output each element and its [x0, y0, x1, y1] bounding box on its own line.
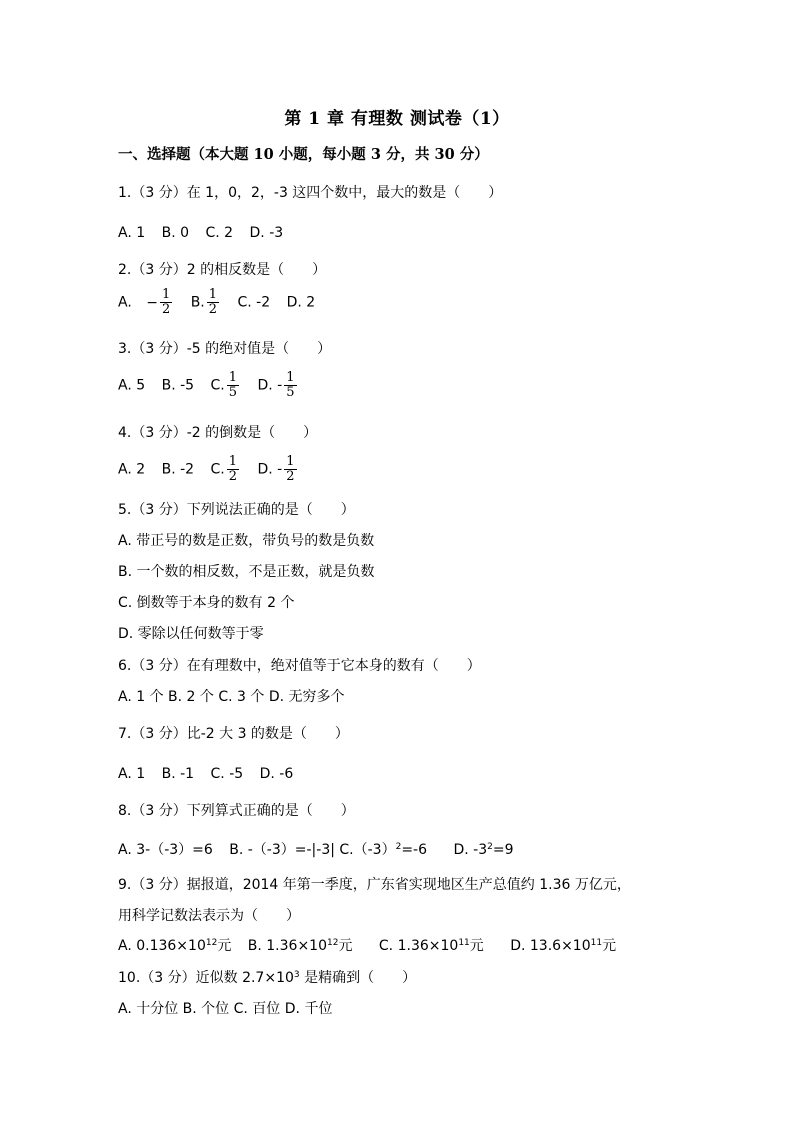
option-a: A. 带正号的数是正数，带负号的数是负数 [118, 533, 375, 549]
option-a: A. 1 [118, 225, 146, 241]
option-d: D. - [257, 377, 283, 394]
question-1-options [118, 225, 283, 241]
option-b: B. $1.36\times 10^{12}$元 [247, 938, 353, 954]
question-9-options [118, 935, 616, 955]
question-4: 4.（3 分）-2 的倒数是（ ） [118, 425, 318, 441]
fraction: $\frac{1}{2}$ [228, 454, 238, 484]
option-b: B. -5 [161, 377, 195, 394]
option-a: A. 2 [118, 461, 146, 478]
question-8: 8.（3 分）下列算式正确的是（ ） [118, 803, 355, 819]
question-8-options [118, 839, 514, 859]
question-7: 7.（3 分）比-2 大 3 的数是（ ） [118, 726, 349, 742]
option-a: A. $0.136\times 10^{12}$元 [118, 938, 232, 954]
option-a: A. 3-（-3）=6 [118, 842, 213, 858]
option-d: D. $13.6\times 10^{11}$元 [510, 938, 617, 954]
option-a: A. [118, 294, 132, 311]
option-b: B. -2 [161, 461, 195, 478]
question-2-options [118, 288, 315, 317]
option-a: A. 5 [118, 377, 146, 394]
option-d: D. 2 [286, 294, 316, 311]
page-title: 第 1 章 有理数 测试卷（1） [284, 109, 510, 129]
fraction: $\frac{1}{2}$ [286, 454, 295, 484]
option-b: B. -1 [161, 766, 195, 782]
question-3: 3.（3 分）-5 的绝对值是（ ） [118, 341, 332, 357]
option-d: D. $-3^2=9$ [453, 842, 514, 858]
question-3-options [118, 371, 299, 400]
question-2: 2.（3 分）2 的相反数是（ ） [118, 262, 327, 278]
section-heading: 一、选择题（本大题 10 小题，每小题 3 分，共 30 分） [118, 146, 489, 163]
option-c: C. [210, 377, 225, 394]
question-4-options [118, 455, 299, 484]
question-6: 6.（3 分）在有理数中，绝对值等于它本身的数有（ ） [118, 658, 481, 674]
minus-sign: − [146, 294, 158, 311]
question-9-line-1: 9.（3 分）据报道，2014 年第一季度，广东省实现地区生产总值约 1.36 万亿元， [118, 877, 631, 893]
option-c: C. 倒数等于本身的数有 2 个 [118, 595, 295, 611]
option-b: B. -（-3）=-|-3| [229, 842, 335, 858]
option-b: B. [190, 294, 205, 311]
option-d: D. -6 [259, 766, 294, 782]
question-6-options: A. 1 个 B. 2 个 C. 3 个 D. 无穷多个 [118, 689, 345, 705]
option-d: D. -3 [249, 225, 284, 241]
option-c: C. -2 [237, 294, 271, 311]
fraction: $\frac{1}{5}$ [228, 370, 238, 400]
option-c: C. $1.36\times 10^{11}$元 [378, 938, 484, 954]
question-7-options [118, 766, 293, 782]
question-10: 10.（3 分）近似数 $2.7\times 10^3$ 是精确到（ ） [118, 970, 417, 986]
option-b: B. 0 [161, 225, 190, 241]
option-d: D. - [257, 461, 283, 478]
fraction: $\frac{1}{2}$ [161, 287, 171, 317]
question-10-options: A. 十分位 B. 个位 C. 百位 D. 千位 [118, 1001, 333, 1017]
option-c: C. 2 [205, 225, 234, 241]
option-c: $C.(-3)^2=-6$ [339, 842, 428, 858]
option-d: D. 零除以任何数等于零 [118, 626, 264, 642]
option-a: A. 1 [118, 766, 146, 782]
fraction: $\frac{1}{2}$ [208, 287, 218, 317]
option-b: B. 一个数的相反数，不是正数，就是负数 [118, 564, 375, 580]
question-9-line-2: 用科学记数法表示为（ ） [118, 908, 300, 924]
fraction: $\frac{1}{5}$ [286, 370, 295, 400]
question-1: 1.（3 分）在 1，0，2，-3 这四个数中，最大的数是（ ） [118, 185, 503, 201]
option-c: C. [210, 461, 225, 478]
option-c: C. -5 [210, 766, 244, 782]
question-5: 5.（3 分）下列说法正确的是（ ） [118, 502, 355, 518]
